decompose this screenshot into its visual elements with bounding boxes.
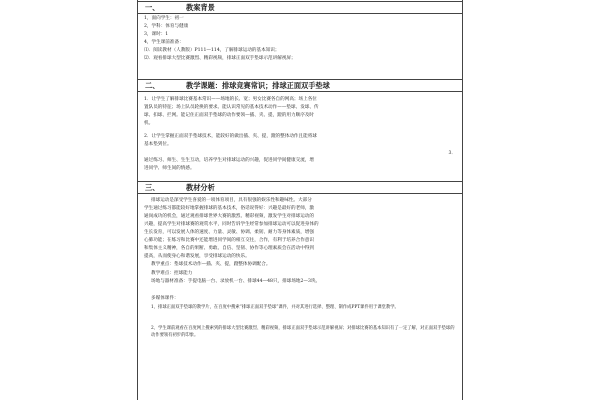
text-paragraph: 1、排球正面双手垫球的教学片，在百度中搜索“排球正面双手垫球”课件，并对其进行选择、整理、制作成PPT课件用于课堂教学。 xyxy=(151,305,399,310)
section-title: 教学课题：排球竞赛常识；排球正面双手垫球 xyxy=(186,81,330,90)
text-line: 教学难点：控球能力 xyxy=(151,271,193,276)
text-paragraph: 2、学生课前观看在百度网上搜索到的排球大型比赛激烈、精彩视频，排球正面双手垫球示范讲解视屏；对排球比赛的基本知识有了一定了解，对正面双手垫球的动作要领有初步的印象。 xyxy=(151,326,455,338)
section-title: 教材分析 xyxy=(186,183,215,192)
section-header-1 xyxy=(138,1,462,14)
text-line: 心肺功能；在练习和比赛中还能增进同学间的相互交往，合作，有利于培养合作意识 xyxy=(144,238,314,243)
text-line: 进同学、师生间的情感。 xyxy=(144,166,195,171)
text-line: 机。 xyxy=(144,121,154,126)
text-line: 学生通过练习都能较好地掌握排球的基本技术，俗话说得好：兴趣是最好的老师，激 xyxy=(144,206,314,211)
text-line: 1，面向学生：初一 xyxy=(144,16,184,21)
text-line: 3，课时：1 xyxy=(144,32,169,37)
text-line: 3． xyxy=(448,151,456,156)
text-line: 4，学生课前准备： xyxy=(144,40,184,45)
text-line: 球、扣球、拦网。能记住正面双手垫球的动作要领—插、夹、提，蹬的用力顺序及时 xyxy=(144,113,314,118)
lesson-plan-page xyxy=(137,0,463,400)
text-line: 多媒体课件： xyxy=(151,296,179,301)
section-header-3 xyxy=(138,181,462,194)
text-line: 1．让学生了解排球比赛基本常识——场地的长、宽；男女比赛各自的网高；场上各位 xyxy=(144,97,317,102)
text-line: 生长发育，可以发展人体的速度、力量、灵敏、协调、柔韧、耐力等身体素质，增强 xyxy=(144,230,314,235)
section-number: 一、 xyxy=(145,3,160,12)
text-line: 提高，从而使身心和谐发展，享受排球运动的快乐。 xyxy=(144,254,250,259)
section-title: 教案背景 xyxy=(186,3,215,12)
section-header-2 xyxy=(138,79,462,92)
section-number: 二、 xyxy=(145,81,160,90)
text-line: 通过练习、师生、生生互动，培养学生对排球运动的兴趣，促进同学间健康交流，增 xyxy=(144,158,314,163)
text-line: 场地与器材准备：手提电脑一台、录放机一台、排球44—48只，排球场地2—3块。 xyxy=(151,279,321,284)
section-number: 三、 xyxy=(145,183,160,192)
text-line: 和集体主义精神，各自的果断、勇敢、自信、坚韧、协作等心理素质会在活动中得到 xyxy=(144,246,314,251)
text-line: 兴趣，提高学生对排球赛的观赏水平，同时告诉学生经常参加排球运动可以促进身体的 xyxy=(144,222,319,227)
text-line: 2．让学生掌握正面双手垫球技术，能较好的做出插、夹、提，蹬的整体动作且能将球 xyxy=(144,134,317,139)
text-line: ⑴．阅读教材（人教版）P111—114，了解排球运动的基本知识； xyxy=(144,48,280,53)
text-line: ⑵．观看排球大型比赛激烈、精彩视频，排球正面双手垫球示范讲解视屏； xyxy=(144,56,296,61)
text-line: 排球运动是深受学生喜爱的一项体育项目，具有很强的娱乐性和趣味性。大部分 xyxy=(151,198,312,203)
text-line: 基本垫到位。 xyxy=(144,142,172,147)
text-line: 教学重点：垫球技术动作—插、夹、提，蹬整体协调配合。 xyxy=(151,262,271,267)
text-line: 2，学科：体育与健康 xyxy=(144,24,189,29)
text-line: 通岗成功的机会，通过观看排球世界大赛的激烈、精彩视频，激发学生对排球运动的 xyxy=(144,214,314,219)
text-line: 置队员的特征；场上队员轮换的要求。能认识常见的基本技术动作——垫球、发球、传 xyxy=(144,105,319,110)
